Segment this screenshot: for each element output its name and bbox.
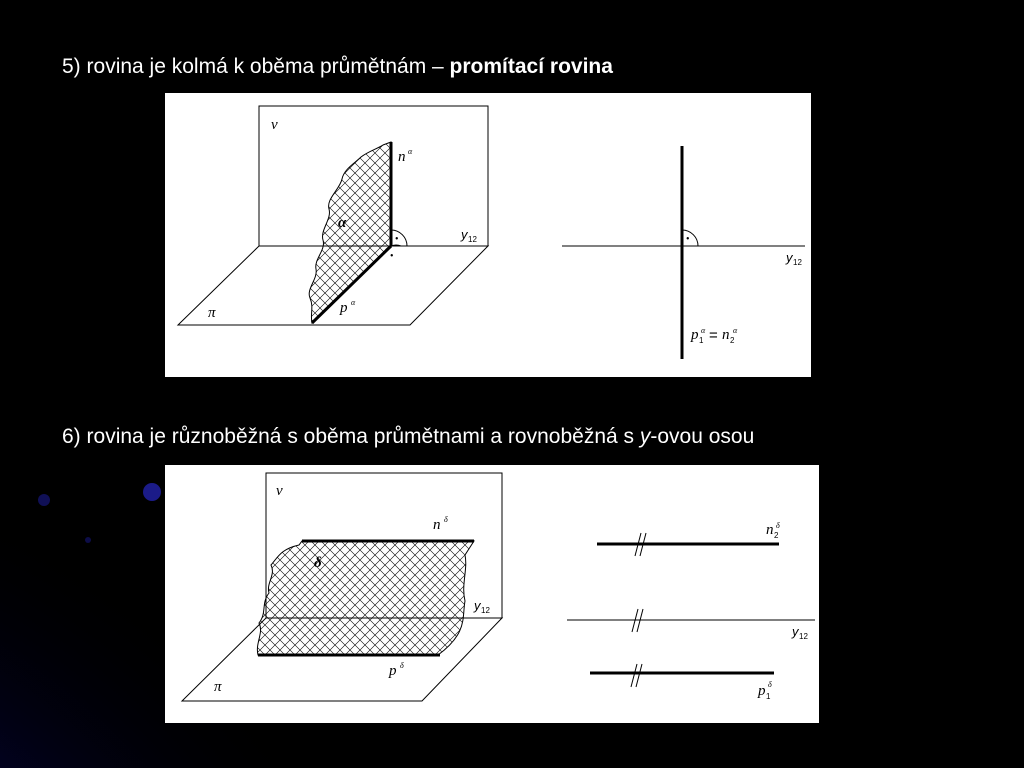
label-n: n <box>398 149 406 165</box>
plane-alpha <box>309 142 391 323</box>
heading-6-text-after: -ovou osou <box>650 425 755 448</box>
label-y-right-sub: 12 <box>793 258 802 267</box>
label-n: n <box>433 517 441 533</box>
label-y-sub: 12 <box>481 606 490 615</box>
label-p-sup: δ <box>400 661 404 670</box>
plane-delta <box>257 541 474 655</box>
heading-6-number: 6) <box>62 425 81 448</box>
label-p: p <box>389 663 397 679</box>
label-delta: δ <box>314 555 322 571</box>
label-y: y <box>474 598 481 613</box>
label-n2-sub: 2 <box>730 336 735 345</box>
heading-5-text: rovina je kolmá k oběma průmětnám – <box>86 55 444 78</box>
dot-2: • <box>390 251 394 262</box>
label-y: y <box>461 227 468 242</box>
label-p1-sup: δ <box>768 680 772 689</box>
label-n2: n <box>722 327 730 343</box>
label-y-right: y <box>792 624 799 639</box>
right-angle-mark-3 <box>682 230 698 246</box>
heading-6 <box>62 425 754 449</box>
heading-5-number: 5) <box>62 55 81 78</box>
label-eq: = <box>709 327 718 344</box>
label-n2: n <box>766 522 774 538</box>
dot-3: • <box>686 234 690 245</box>
label-n2-sub: 2 <box>774 531 779 540</box>
heading-6-text: rovina je různoběžná s oběma průmětnami a rovnoběžná s <box>86 425 635 448</box>
label-p1-sub: 1 <box>699 336 704 345</box>
label-p1: p <box>758 683 766 699</box>
label-p1-sub: 1 <box>766 692 771 701</box>
label-y-sub: 12 <box>468 235 477 244</box>
label-n-sup: δ <box>444 515 448 524</box>
heading-5-bold: promítací rovina <box>449 55 613 78</box>
label-y-right-sub: 12 <box>799 632 808 641</box>
dot-1: • <box>395 234 399 245</box>
right-angle-mark <box>391 230 407 246</box>
figure-6-diagram <box>165 465 819 723</box>
label-n2-sup: α <box>733 326 738 335</box>
label-p1-sup: α <box>701 326 706 335</box>
parallel-mark-p1 <box>631 664 642 687</box>
figure-6-panel <box>165 465 819 723</box>
label-n2-sup: δ <box>776 521 780 530</box>
label-n-sup: α <box>408 147 413 156</box>
label-nu: ν <box>271 117 278 133</box>
heading-6-italic: y <box>639 425 651 448</box>
label-p: p <box>340 300 348 316</box>
label-alpha: α <box>338 215 347 231</box>
label-pi: π <box>214 679 222 695</box>
label-nu: ν <box>276 483 283 499</box>
label-p-sup: α <box>351 298 356 307</box>
label-p1: p <box>691 327 699 343</box>
label-y-right: y <box>786 250 793 265</box>
figure-5-diagram <box>165 93 811 377</box>
heading-5 <box>62 55 613 79</box>
figure-5-panel <box>165 93 811 377</box>
label-pi: π <box>208 305 216 321</box>
